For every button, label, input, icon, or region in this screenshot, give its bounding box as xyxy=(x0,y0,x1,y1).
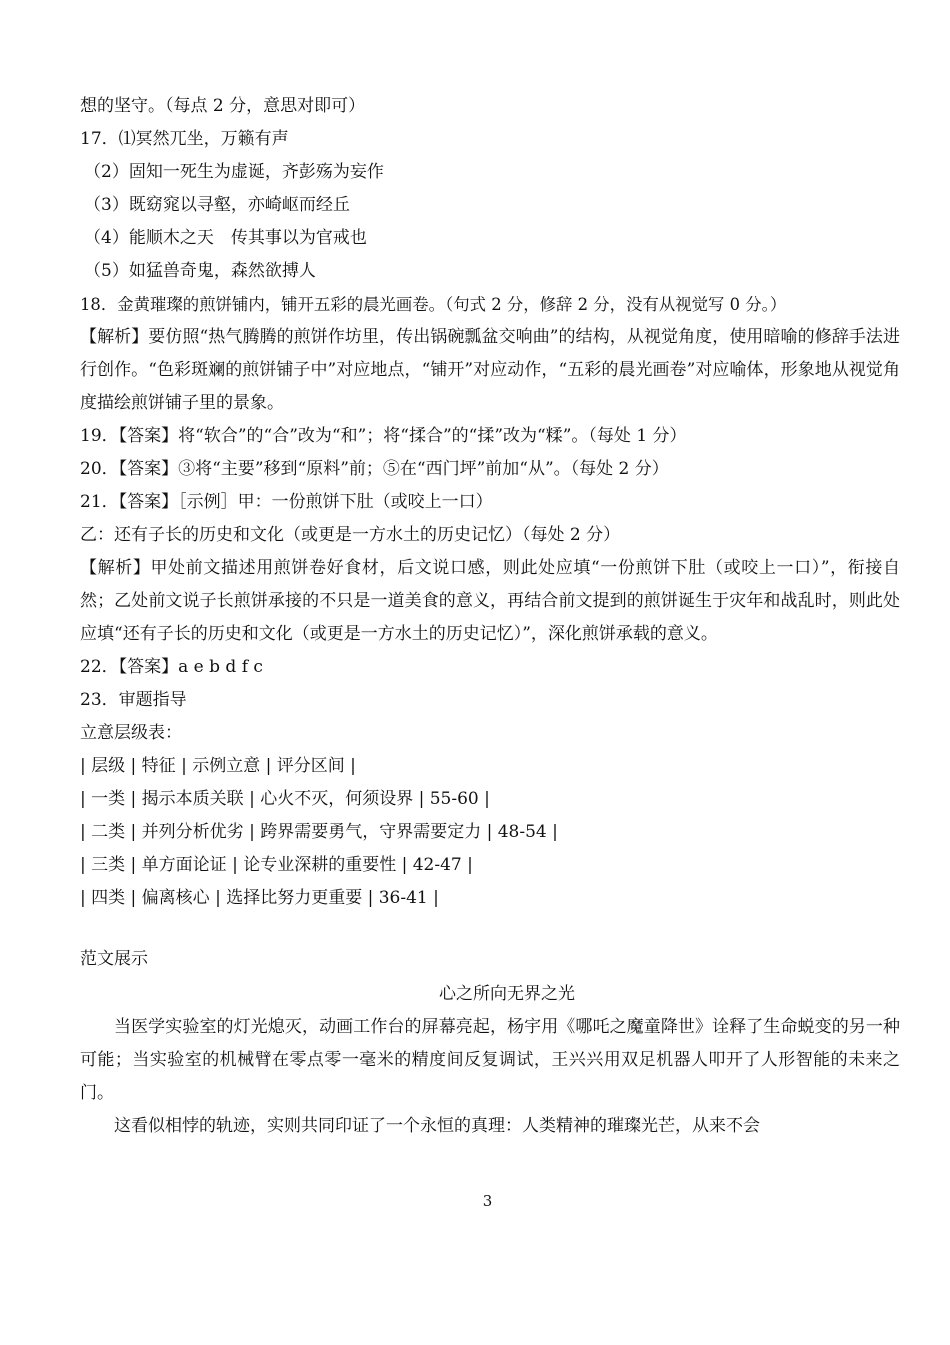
essay-title: 心之所向无界之光 xyxy=(439,984,575,1004)
text-line: 想的坚守。（每点 2 分，意思对即可） xyxy=(80,96,366,116)
answer-17-item-5: （5）如猛兽奇鬼，森然欲搏人 xyxy=(84,261,316,281)
level-table-row: | 一类 | 揭示本质关联 | 心火不灭，何须设界 | 55-60 | xyxy=(80,789,490,809)
answer-21-part-b: 乙：还有子长的历史和文化（或更是一方水土的历史记忆）（每处 2 分） xyxy=(80,525,621,545)
answer-17-heading: 17．⑴冥然兀坐，万籁有声 xyxy=(80,129,289,149)
page-number: 3 xyxy=(482,1192,493,1210)
essay-paragraph-2: 这看似相悖的轨迹，实则共同印证了一个永恒的真理：人类精神的璀璨光芒，从来不会 xyxy=(114,1116,760,1136)
answer-20: 20．【答案】③将“主要”移到“原料”前；⑤在“西门坪”前加“从”。（每处 2 分） xyxy=(80,459,669,479)
answer-18: 18．金黄璀璨的煎饼铺内，铺开五彩的晨光画卷。（句式 2 分，修辞 2 分，没有从视觉写 0 分。） xyxy=(80,295,787,314)
sample-essay-heading: 范文展示 xyxy=(80,949,148,969)
answer-18-analysis: 【解析】要仿照“热气腾腾的煎饼作坊里，传出锅碗瓢盆交响曲”的结构，从视觉角度，使用暗喻的修辞手法进行创作。“色彩斑斓的煎饼铺子中”对应地点，“铺开”对应动作，“五彩的晨光画卷”对应喻体，形象地从视觉角度描绘煎饼铺子里的景象。 xyxy=(80,327,900,413)
answer-21-analysis: 【解析】甲处前文描述用煎饼卷好食材，后文说口感，则此处应填“一份煎饼下肚（或咬上一口）”，衔接自然；乙处前文说子长煎饼承接的不只是一道美食的意义，再结合前文提到的煎饼诞生于灾年和战乱时，则此处应填“还有子长的历史和文化（或更是一方水土的历史记忆）”，深化煎饼承载的意义。 xyxy=(80,558,900,644)
level-table-row: | 三类 | 单方面论证 | 论专业深耕的重要性 | 42-47 | xyxy=(80,855,473,875)
level-table-row: | 二类 | 并列分析优劣 | 跨界需要勇气，守界需要定力 | 48-54 | xyxy=(80,822,558,842)
essay-paragraph-1: 当医学实验室的灯光熄灭，动画工作台的屏幕亮起，杨宇用《哪吒之魔童降世》诠释了生命蜕变的另一种可能；当实验室的机械臂在零点零一毫米的精度间反复调试，王兴兴用双足机器人叩开了人形智能的未来之门。 xyxy=(80,1017,900,1103)
blank-spacer xyxy=(80,915,900,943)
answer-22: 22．【答案】a e b d f c xyxy=(80,657,263,677)
answer-page xyxy=(80,90,900,1143)
answer-17-item-3: （3）既窈窕以寻壑，亦崎岖而经丘 xyxy=(84,195,350,215)
answer-21: 21．【答案】［示例］甲：一份煎饼下肚（或咬上一口） xyxy=(80,492,493,512)
level-table-title: 立意层级表： xyxy=(80,723,182,743)
answer-23-heading: 23．审题指导 xyxy=(80,690,187,710)
level-table-header: | 层级 | 特征 | 示例立意 | 评分区间 | xyxy=(80,756,356,776)
answer-17-item-4: （4）能顺木之天 传其事以为官戒也 xyxy=(84,228,367,248)
level-table-row: | 四类 | 偏离核心 | 选择比努力更重要 | 36-41 | xyxy=(80,888,439,908)
answer-17-item-2: （2）固知一死生为虚诞，齐彭殇为妄作 xyxy=(84,162,384,182)
answer-19: 19．【答案】将“软合”的“合”改为“和”；将“揉合”的“揉”改为“糅”。（每处 1 分） xyxy=(80,426,687,446)
